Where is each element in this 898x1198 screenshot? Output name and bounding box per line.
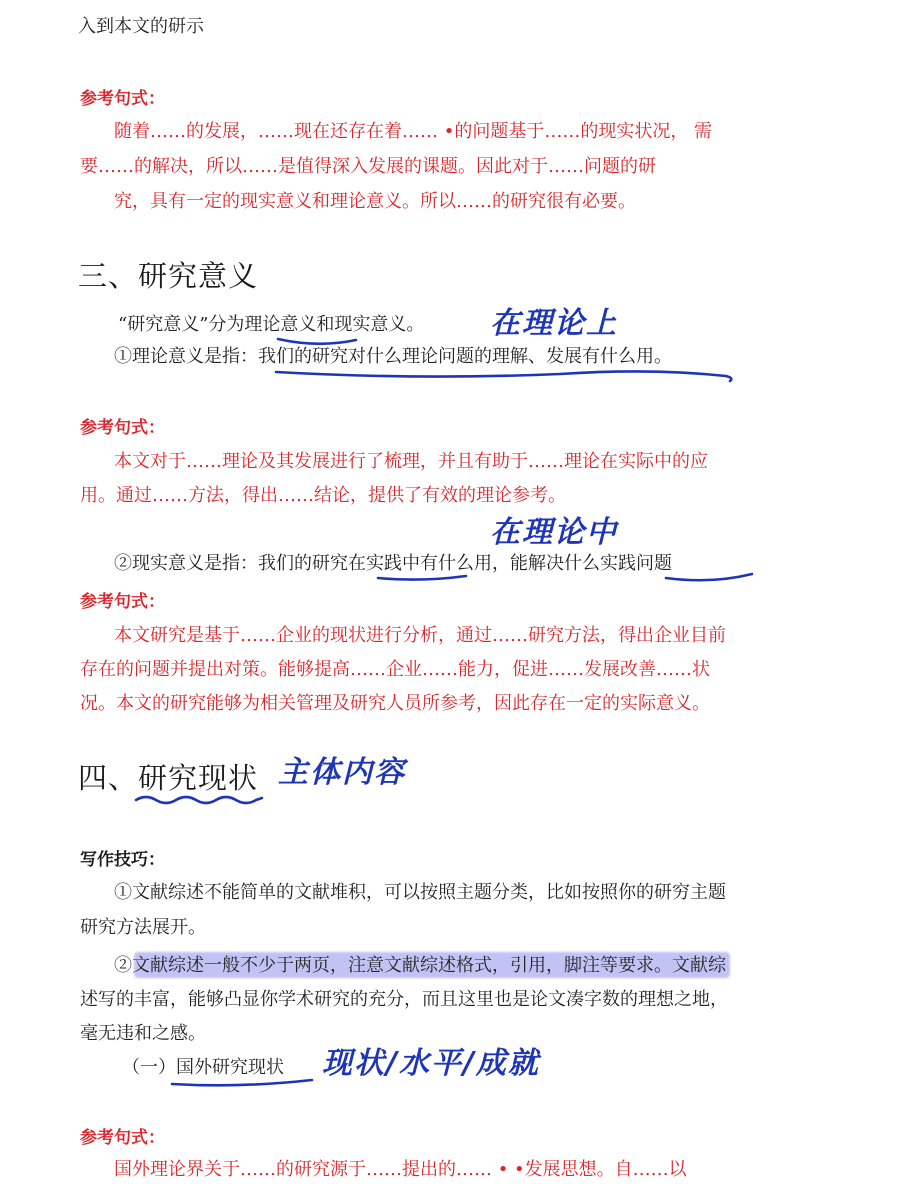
paragraph-line: 述写的丰富，能够凸显你学术研究的充分，而且这里也是论文凑字数的理想之地， <box>80 989 728 1010</box>
reference-line: 本文研究是基于……企业的现状进行分析，通过……研究方法，得出企业目前 <box>114 625 726 646</box>
handwritten-note: 现状/水平/成就 <box>322 1046 540 1081</box>
paragraph-line: ①理论意义是指：我们的研究对什么理论问题的理解、发展有什么用。 <box>114 346 672 367</box>
wavy-underline-status <box>136 797 262 803</box>
paragraph-line: 毫无违和之感。 <box>80 1023 206 1044</box>
reference-line: 本文对于……理论及其发展进行了梳理，并且有助于……理论在实际中的应 <box>114 451 708 472</box>
handwritten-note: 主体内容 <box>278 755 406 790</box>
handwritten-note: 在理论中 <box>490 515 618 550</box>
reference-line: 究，具有一定的现实意义和理论意义。所以……的研究很有必要。 <box>114 191 636 212</box>
section-heading: 四、研究现状 <box>78 761 259 795</box>
underline-foreign-status <box>172 1080 312 1085</box>
paragraph-line: “研究意义”分为理论意义和现实意义。 <box>118 314 425 335</box>
reference-label: 参考句式： <box>80 1128 165 1148</box>
underline-theory-definition <box>276 371 731 381</box>
reference-line: 随着……的发展，……现在还存在着…… •的问题基于……的现实状况， 需 <box>114 121 713 142</box>
tips-label: 写作技巧： <box>80 850 165 870</box>
reference-label: 参考句式： <box>80 89 165 109</box>
reference-line: 存在的问题并提出对策。能够提高……企业……能力，促进……发展改善……状 <box>80 659 710 680</box>
reference-label: 参考句式： <box>80 418 165 438</box>
reference-label: 参考句式： <box>80 592 165 612</box>
reference-line: 国外理论界关于……的研究源于……提出的…… • •发展思想。自……以 <box>114 1159 687 1180</box>
underline-practice-problem <box>666 574 752 580</box>
paragraph-line: 研究方法展开。 <box>80 917 206 938</box>
handwritten-note: 在理论上 <box>490 306 618 341</box>
reference-line: 用。通过……方法，得出……结论，提供了有效的理论参考。 <box>80 485 566 506</box>
underline-in-practice <box>378 576 466 580</box>
top-line-text: 入到本文的研示 <box>78 16 204 37</box>
underline-theory-meaning <box>278 339 356 344</box>
reference-line: 况。本文的研究能够为相关管理及研究人员所参考，因此存在一定的实际意义。 <box>80 693 710 714</box>
reference-line: 要……的解决，所以……是值得深入发展的课题。因此对于……问题的研 <box>80 156 656 177</box>
paragraph-line: ②文献综述一般不少于两页，注意文献综述格式，引用，脚注等要求。文献综 <box>114 955 726 976</box>
paragraph-line: ①文献综述不能简单的文献堆积，可以按照主题分类，比如按照你的研穷主题 <box>114 882 726 903</box>
paragraph-line: ②现实意义是指：我们的研究在实践中有什么用，能解决什么实践问题 <box>114 553 672 574</box>
subsection-heading: （一）国外研究现状 <box>122 1057 284 1078</box>
section-heading: 三、研究意义 <box>78 259 259 293</box>
